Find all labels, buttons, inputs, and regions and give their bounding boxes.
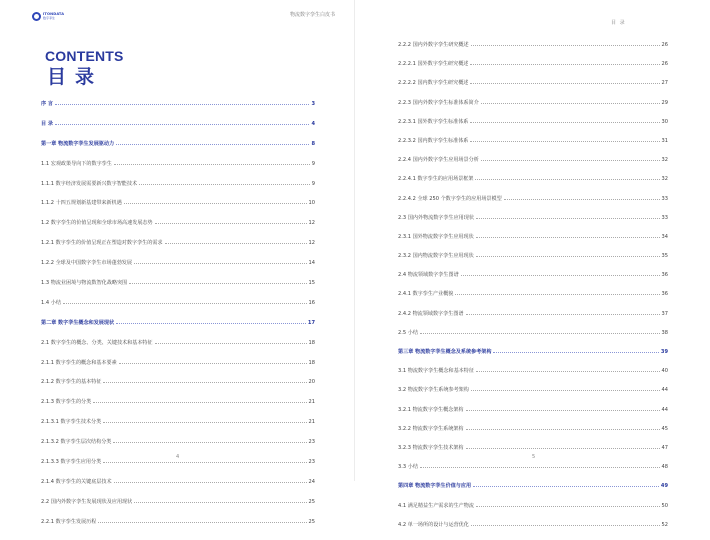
toc-chapter-entry[interactable] xyxy=(41,140,315,160)
toc-leader-dots xyxy=(471,45,660,46)
left-page xyxy=(0,0,355,525)
toc-leader-dots xyxy=(134,502,306,503)
toc-entry-page: 3 xyxy=(311,101,315,107)
logo-sub-text: 数字孪生 xyxy=(43,16,56,21)
toc-entry[interactable] xyxy=(398,60,668,79)
toc-entry-page: 12 xyxy=(308,240,315,247)
toc-leader-dots xyxy=(155,223,307,224)
toc-entry[interactable] xyxy=(398,502,668,521)
toc-entry-title: 2.4.2 物流领域数字孪生图谱 xyxy=(398,310,464,317)
toc-leader-dots xyxy=(481,160,660,161)
toc-entry-title: 序 言 xyxy=(41,101,53,107)
toc-entry[interactable] xyxy=(398,79,668,98)
toc-entry[interactable] xyxy=(398,118,668,137)
toc-entry-title: 2.2.4.1 数字孪生的应用场景框架 xyxy=(398,176,474,183)
toc-entry-page: 44 xyxy=(661,387,668,394)
toc-leader-dots xyxy=(470,83,659,84)
toc-chapter-entry[interactable] xyxy=(41,100,315,120)
toc-chapter-entry[interactable] xyxy=(398,482,668,501)
toc-entry[interactable] xyxy=(398,463,668,482)
toc-entry-title: 3.2.3 物流数字孪生技术架构 xyxy=(398,444,464,451)
toc-entry[interactable] xyxy=(41,418,315,438)
toc-entry-title: 4.1 满足精益生产需求的生产物流 xyxy=(398,502,474,509)
toc-entry-title: 4.2 单一场所的设计与运营优化 xyxy=(398,521,469,528)
toc-entry-page: 37 xyxy=(661,310,668,317)
toc-entry-title: 2.3 国内外物流数字孪生应用现状 xyxy=(398,214,474,221)
toc-entry-page: 48 xyxy=(661,464,668,471)
toc-leader-dots xyxy=(103,422,306,423)
brand-logo xyxy=(32,12,64,21)
toc-entry-page: 33 xyxy=(661,195,668,202)
toc-entry-page: 21 xyxy=(308,419,315,426)
toc-entry[interactable] xyxy=(398,290,668,309)
toc-entry[interactable] xyxy=(41,239,315,259)
toc-leader-dots xyxy=(476,371,660,372)
toc-entry-page: 31 xyxy=(661,137,668,144)
toc-leader-dots xyxy=(461,275,660,276)
toc-entry-page: 32 xyxy=(661,176,668,183)
toc-leader-dots xyxy=(420,467,660,468)
toc-entry-title: 2.1.1 数字孪生的概念和基本要素 xyxy=(41,359,117,366)
toc-entry-title: 2.2.2 国内外数字孪生研究概述 xyxy=(398,42,469,48)
toc-leader-dots xyxy=(63,303,307,304)
toc-entry[interactable] xyxy=(398,406,668,425)
toc-entry-title: 2.2 国内外数字孪生发展现状及应用现状 xyxy=(41,498,133,505)
toc-entry-title: 2.1.3.3 数字孪生应用分类 xyxy=(41,459,102,466)
toc-entry-page: 25 xyxy=(308,498,315,505)
toc-entry-title: 2.2.3.2 国内数字孪生标准体系 xyxy=(398,137,469,144)
toc-entry[interactable] xyxy=(398,425,668,444)
toc-entry-page: 36 xyxy=(661,272,668,279)
toc-entry[interactable] xyxy=(398,521,668,540)
toc-entry-page: 47 xyxy=(661,444,668,451)
toc-entry-page: 18 xyxy=(308,359,315,366)
toc-leader-dots xyxy=(114,482,307,483)
toc-entry-page: 20 xyxy=(308,379,315,386)
toc-entry[interactable] xyxy=(41,219,315,239)
toc-leader-dots xyxy=(55,104,309,105)
toc-leader-dots xyxy=(455,294,659,295)
toc-leader-dots xyxy=(470,64,659,65)
toc-right-list xyxy=(398,41,668,540)
toc-entry-page: 17 xyxy=(307,319,315,326)
document-title: 物流数字孪生白皮书 xyxy=(290,12,336,18)
toc-entry-title: 3.2.1 物流数字孪生概念架构 xyxy=(398,406,464,413)
toc-entry[interactable] xyxy=(398,214,668,233)
toc-entry-title: 1.4 小结 xyxy=(41,299,61,306)
toc-entry-title: 第二章 数字孪生概念和发展现状 xyxy=(41,319,115,326)
toc-entry[interactable] xyxy=(398,252,668,271)
contents-heading-english: CONTENTS xyxy=(45,48,124,64)
toc-leader-dots xyxy=(165,243,307,244)
toc-entry[interactable] xyxy=(41,339,315,359)
toc-entry[interactable] xyxy=(398,233,668,252)
toc-leader-dots xyxy=(475,179,659,180)
toc-entry-page: 35 xyxy=(661,253,668,260)
toc-entry-page: 24 xyxy=(308,478,315,485)
toc-entry-page: 18 xyxy=(308,339,315,346)
toc-entry-page: 52 xyxy=(661,521,668,528)
toc-entry-page: 23 xyxy=(308,459,315,466)
toc-entry[interactable] xyxy=(398,367,668,386)
toc-entry[interactable] xyxy=(41,378,315,398)
toc-entry-page: 9 xyxy=(311,160,315,167)
toc-entry[interactable] xyxy=(41,199,315,219)
toc-entry[interactable] xyxy=(398,310,668,329)
toc-entry-title: 1.3 物流业困境与物流数智化战略突围 xyxy=(41,280,128,287)
toc-leader-dots xyxy=(470,141,659,142)
toc-entry[interactable] xyxy=(398,156,668,175)
toc-entry[interactable] xyxy=(41,160,315,180)
toc-entry-page: 33 xyxy=(661,214,668,221)
toc-entry[interactable] xyxy=(398,99,668,118)
toc-entry-page: 10 xyxy=(308,200,315,207)
toc-leader-dots xyxy=(119,363,307,364)
toc-leader-dots xyxy=(113,442,306,443)
toc-chapter-entry[interactable] xyxy=(41,120,315,140)
toc-leader-dots xyxy=(93,402,306,403)
toc-entry-page: 16 xyxy=(308,299,315,306)
toc-entry-title: 2.2.4.2 全球 250 个数字孪生的应用场景模型 xyxy=(398,195,502,202)
page-number-left: 4 xyxy=(176,454,180,460)
toc-entry-title: 2.1.2 数字孪生的基本特征 xyxy=(41,379,102,386)
toc-entry-title: 1.2 数字孪生的价值呈现和全球市场高速发展态势 xyxy=(41,220,153,227)
toc-leader-dots xyxy=(103,462,306,463)
toc-entry[interactable] xyxy=(398,271,668,290)
toc-entry[interactable] xyxy=(41,299,315,319)
toc-entry-page: 26 xyxy=(661,61,668,68)
toc-entry-page: 40 xyxy=(661,368,668,375)
toc-entry[interactable] xyxy=(41,518,315,538)
toc-entry-page: 34 xyxy=(661,233,668,240)
toc-entry-title: 第三章 物流数字孪生概念及系统参考架构 xyxy=(398,349,492,355)
toc-entry-title: 2.2.3 国内外数字孪生标准体系简介 xyxy=(398,99,479,106)
toc-entry-page: 12 xyxy=(308,220,315,227)
toc-entry-title: 2.2.2.1 国外数字孪生研究概述 xyxy=(398,61,469,68)
toc-entry-title: 2.2.1 数字孪生发展历程 xyxy=(41,518,97,525)
toc-entry[interactable] xyxy=(398,195,668,214)
toc-leader-dots xyxy=(466,448,660,449)
toc-entry-title: 2.1.3.1 数字孪生技术分类 xyxy=(41,419,102,426)
toc-chapter-entry[interactable] xyxy=(398,348,668,367)
toc-leader-dots xyxy=(476,237,660,238)
page-number-right: 5 xyxy=(532,454,536,460)
logo-text xyxy=(43,13,64,21)
toc-leader-dots xyxy=(471,390,660,391)
toc-leader-dots xyxy=(466,410,660,411)
toc-entry-title: 目 录 xyxy=(41,120,53,127)
toc-entry-title: 2.1.3.2 数字孪生层次结构分类 xyxy=(41,439,112,446)
toc-entry-title: 2.1 数字孪生的概念、分类、关键技术和基本特征 xyxy=(41,339,153,346)
toc-entry[interactable] xyxy=(41,259,315,279)
toc-leader-dots xyxy=(466,429,660,430)
toc-entry-page: 4 xyxy=(311,120,315,127)
toc-leader-dots xyxy=(504,199,660,200)
toc-left-list xyxy=(41,100,315,538)
toc-entry-title: 2.4 物流领域数字孪生图谱 xyxy=(398,272,459,279)
toc-entry-title: 2.2.2.2 国内数字孪生研究概述 xyxy=(398,80,469,87)
toc-entry-title: 2.5 小结 xyxy=(398,329,418,336)
toc-leader-dots xyxy=(476,256,660,257)
toc-entry-title: 1.2.1 数字孪生的价值呈现正在塑造对数字孪生的需求 xyxy=(41,240,163,247)
toc-entry-title: 3.3 小结 xyxy=(398,464,418,471)
toc-entry-page: 50 xyxy=(661,502,668,509)
toc-entry-title: 3.2.2 物流数字孪生系统架构 xyxy=(398,425,464,432)
toc-entry-page: 9 xyxy=(311,180,315,187)
logo-main-text: ITONDATA xyxy=(43,11,65,16)
toc-leader-dots xyxy=(116,144,309,145)
toc-entry-title: 3.2 物流数字孪生系统参考架构 xyxy=(398,387,469,394)
toc-entry-page: 25 xyxy=(308,518,315,525)
toc-entry-page: 21 xyxy=(308,399,315,406)
toc-entry-title: 2.2.3.1 国外数字孪生标准体系 xyxy=(398,118,469,125)
toc-entry-page: 27 xyxy=(661,80,668,87)
toc-entry-title: 第一章 物流数字孪生发展驱动力 xyxy=(41,140,115,147)
toc-entry-title: 第四章 物流数字孪生价值与应用 xyxy=(398,483,472,490)
toc-entry[interactable] xyxy=(398,137,668,156)
toc-leader-dots xyxy=(116,323,306,324)
toc-leader-dots xyxy=(98,522,306,523)
toc-entry-title: 2.1.3 数字孪生的分类 xyxy=(41,399,92,406)
toc-leader-dots xyxy=(155,343,307,344)
toc-leader-dots xyxy=(114,164,310,165)
toc-entry[interactable] xyxy=(398,386,668,405)
toc-entry-title: 2.1.4 数字孪生的关键底层技术 xyxy=(41,478,112,485)
toc-entry[interactable] xyxy=(41,398,315,418)
toc-leader-dots xyxy=(466,314,660,315)
toc-leader-dots xyxy=(124,203,307,204)
toc-entry-page: 8 xyxy=(311,140,315,147)
toc-leader-dots xyxy=(481,103,660,104)
toc-entry-title: 2.3.1 国外物流数字孪生应用现状 xyxy=(398,233,474,240)
toc-entry-page: 36 xyxy=(661,291,668,298)
toc-leader-dots xyxy=(129,283,306,284)
toc-entry-page: 49 xyxy=(660,483,668,490)
contents-heading-chinese: 目录 xyxy=(47,66,104,88)
toc-entry-page: 14 xyxy=(308,260,315,267)
toc-leader-dots xyxy=(134,263,307,264)
logo-icon xyxy=(32,12,41,21)
toc-entry[interactable] xyxy=(398,329,668,348)
toc-entry-title: 2.2.4 国内外数字孪生应用场景分析 xyxy=(398,157,479,164)
toc-entry[interactable] xyxy=(398,175,668,194)
toc-entry[interactable] xyxy=(41,498,315,518)
toc-entry[interactable] xyxy=(41,180,315,200)
toc-entry-page: 26 xyxy=(661,42,668,48)
toc-entry-page: 44 xyxy=(661,406,668,413)
toc-leader-dots xyxy=(139,184,310,185)
toc-leader-dots xyxy=(420,333,660,334)
toc-entry[interactable] xyxy=(41,279,315,299)
toc-leader-dots xyxy=(473,486,659,487)
toc-entry[interactable] xyxy=(41,359,315,379)
toc-entry-title: 1.2.2 全球及中国数字孪生市场蓬勃发展 xyxy=(41,260,132,267)
toc-entry-page: 23 xyxy=(308,439,315,446)
toc-entry-page: 30 xyxy=(661,118,668,125)
toc-entry-page: 15 xyxy=(308,280,315,287)
page-section-label: 目 录 xyxy=(611,20,626,26)
toc-entry-page: 38 xyxy=(661,329,668,336)
toc-leader-dots xyxy=(470,122,659,123)
toc-entry-title: 3.1 物流数字孪生概念和基本特征 xyxy=(398,368,474,375)
toc-leader-dots xyxy=(476,506,660,507)
right-page xyxy=(355,0,710,528)
toc-leader-dots xyxy=(55,124,309,125)
toc-entry-title: 2.4.1 数字孪生产业概貌 xyxy=(398,291,454,298)
toc-entry-page: 39 xyxy=(660,349,668,355)
toc-entry[interactable] xyxy=(41,458,315,478)
toc-entry-page: 29 xyxy=(661,99,668,106)
toc-chapter-entry[interactable] xyxy=(41,319,315,339)
toc-leader-dots xyxy=(476,218,660,219)
toc-leader-dots xyxy=(493,352,658,353)
toc-entry-title: 2.3.2 国内物流数字孪生应用现状 xyxy=(398,253,474,260)
toc-entry-title: 1.1.2 十四五规划新基建带来新机遇 xyxy=(41,200,122,207)
toc-leader-dots xyxy=(103,382,306,383)
toc-entry-title: 1.1.1 数字经济发展需要新兴数字智能技术 xyxy=(41,180,138,187)
toc-entry[interactable] xyxy=(398,41,668,60)
toc-entry-page: 32 xyxy=(661,157,668,164)
toc-entry-page: 45 xyxy=(661,425,668,432)
toc-entry-title: 1.1 宏观政策导向下的数字孪生 xyxy=(41,160,112,167)
toc-leader-dots xyxy=(471,525,660,526)
